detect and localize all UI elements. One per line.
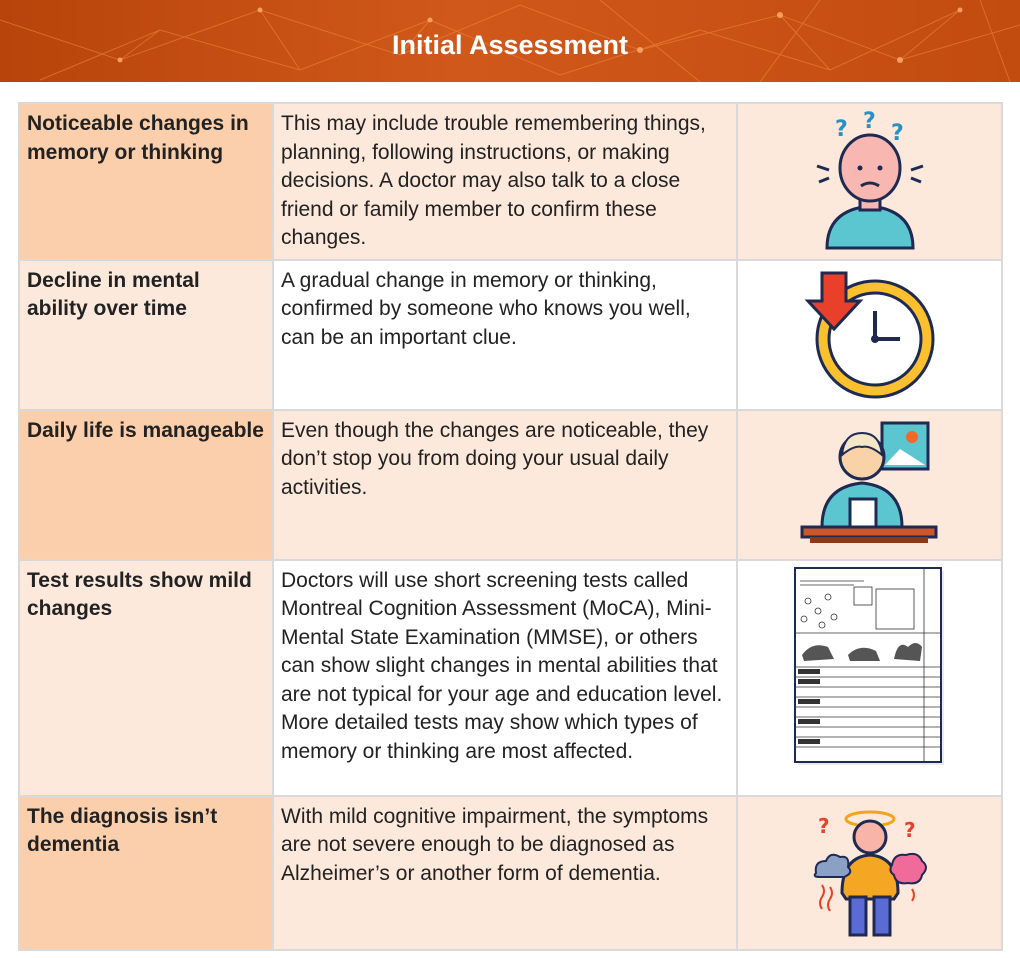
moca-test-form-icon — [794, 567, 946, 767]
criterion-term: Test results show mild changes — [19, 560, 273, 796]
table-row — [19, 796, 1002, 950]
assessment-table — [18, 102, 1003, 951]
criterion-term: The diagnosis isn’t dementia — [19, 796, 273, 950]
page-title: Initial Assessment — [391, 30, 629, 60]
criterion-term: Noticeable changes in memory or thinking — [19, 103, 273, 260]
table-row — [19, 260, 1002, 410]
criterion-illustration — [737, 260, 1002, 410]
svg-text:?: ? — [834, 117, 848, 142]
clock-decline-icon — [800, 267, 940, 402]
criterion-description: This may include trouble remembering things, planning, following instructions, or making decisions. A doctor may also talk to a close friend or family member to confirm these changes. — [273, 103, 737, 260]
svg-text:?: ? — [862, 110, 876, 134]
criterion-illustration — [737, 796, 1002, 950]
criterion-term: Decline in mental ability over time — [19, 260, 273, 410]
table-row — [19, 410, 1002, 560]
header-banner — [0, 0, 1020, 82]
confused-person-icon — [805, 110, 935, 250]
criterion-illustration — [737, 410, 1002, 560]
person-at-desk-icon — [800, 417, 940, 547]
svg-text:?: ? — [817, 813, 830, 838]
criterion-illustration — [737, 560, 1002, 796]
criterion-description: Doctors will use short screening tests called Montreal Cognition Assessment (MoCA), Mini-Mental State Examination (MMSE), or others can show slight changes in mental abilities that are not typical for your age and education level. More detailed tests may show which types of memory or thinking are most affected. — [273, 560, 737, 796]
criterion-term: Daily life is manageable — [19, 410, 273, 560]
criterion-illustration — [737, 103, 1002, 260]
criterion-description: Even though the changes are noticeable, they don’t stop you from doing your usual daily activities. — [273, 410, 737, 560]
svg-text:?: ? — [903, 817, 916, 842]
dizzy-person-icon — [808, 803, 932, 943]
table-row — [19, 103, 1002, 260]
criterion-description: A gradual change in memory or thinking, confirmed by someone who knows you well, can be an important clue. — [273, 260, 737, 410]
table-row — [19, 560, 1002, 796]
criterion-description: With mild cognitive impairment, the symptoms are not severe enough to be diagnosed as Alzheimer’s or another form of dementia. — [273, 796, 737, 950]
svg-text:?: ? — [890, 121, 904, 146]
